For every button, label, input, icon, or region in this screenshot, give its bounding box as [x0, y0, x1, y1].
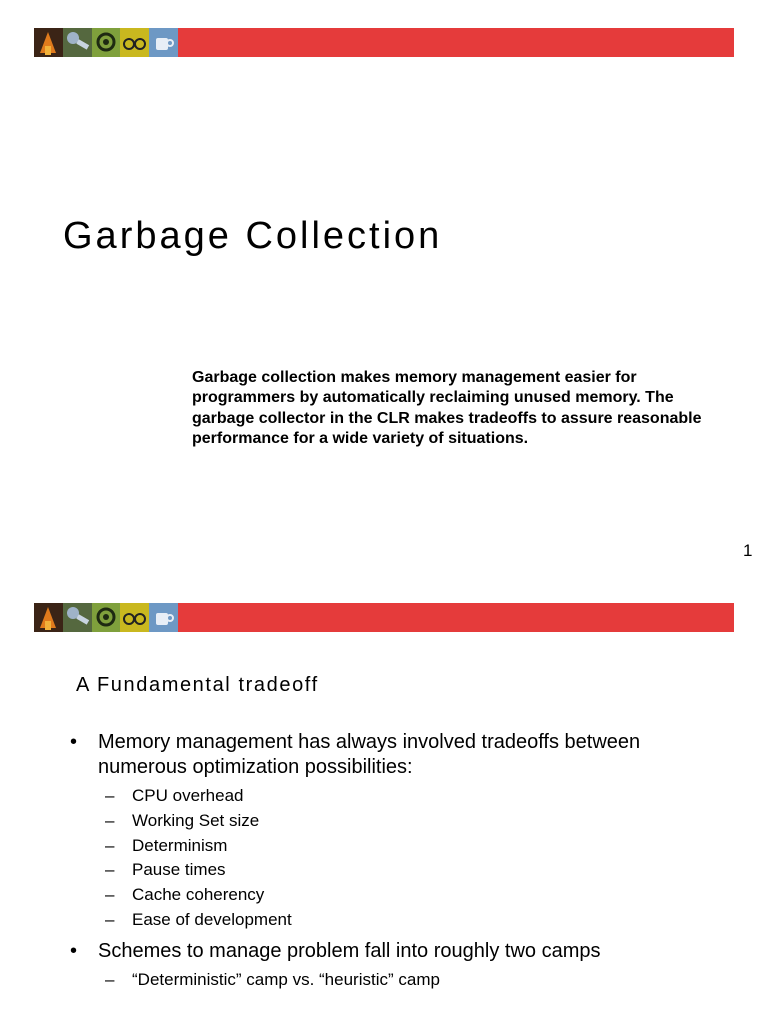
list-item [98, 784, 698, 809]
sub-item-text: Pause times [132, 860, 226, 880]
lamp-icon [34, 28, 63, 57]
banner-icon-strip [34, 603, 178, 632]
banner-icon-strip [34, 28, 178, 57]
list-item [98, 858, 698, 883]
banner-red-bar [178, 603, 734, 632]
bullet-marker: • [70, 731, 78, 753]
bullet-text: Memory management has always involved tradeoffs between numerous optimization possibilities: [98, 731, 641, 778]
list-item [98, 809, 698, 834]
glasses-icon [120, 28, 149, 57]
dash-marker: – [105, 885, 115, 905]
cup-icon [149, 603, 178, 632]
sub-list [98, 968, 698, 993]
sub-list [98, 784, 698, 933]
tools-icon [63, 603, 92, 632]
list-item [98, 968, 698, 993]
gears-icon [92, 28, 121, 57]
sub-item-text: CPU overhead [132, 786, 244, 805]
slide-title: A Fundamental tradeoff [76, 674, 319, 696]
dash-marker: – [105, 860, 115, 880]
banner-red-bar [178, 28, 734, 57]
glasses-icon [120, 603, 149, 632]
sub-item-text: “Deterministic” camp vs. “heuristic” camp [132, 969, 440, 989]
dash-marker: – [105, 969, 115, 989]
bullet-text: Schemes to manage problem fall into roughly two camps [98, 939, 601, 962]
sub-item-text: Ease of development [132, 909, 292, 929]
dash-marker: – [105, 909, 115, 929]
dash-marker: – [105, 786, 115, 805]
header-banner [34, 603, 734, 632]
page-number: 1 [743, 541, 753, 560]
list-item [98, 834, 698, 859]
gears-icon [92, 603, 121, 632]
header-banner [34, 28, 734, 57]
sub-item-text: Working Set size [132, 810, 260, 830]
list-item [98, 883, 698, 908]
bullet-marker: • [70, 939, 78, 962]
dash-marker: – [105, 835, 115, 855]
list-item [0, 939, 698, 993]
list-item [0, 730, 698, 933]
bullet-list [0, 730, 768, 993]
cup-icon [149, 28, 178, 57]
slide-title: Garbage Collection [63, 215, 443, 257]
lamp-icon [34, 603, 63, 632]
sub-item-text: Cache coherency [132, 885, 265, 905]
dash-marker: – [105, 810, 115, 830]
list-item [98, 908, 698, 933]
tools-icon [63, 28, 92, 57]
sub-item-text: Determinism [132, 835, 228, 855]
abstract-text: Garbage collection makes memory management easier for programmers by automatically reclaiming unused memory. The garbage collector in the CLR makes tradeoffs to assure reasonable performance for a wide variety of situations. [192, 369, 702, 447]
